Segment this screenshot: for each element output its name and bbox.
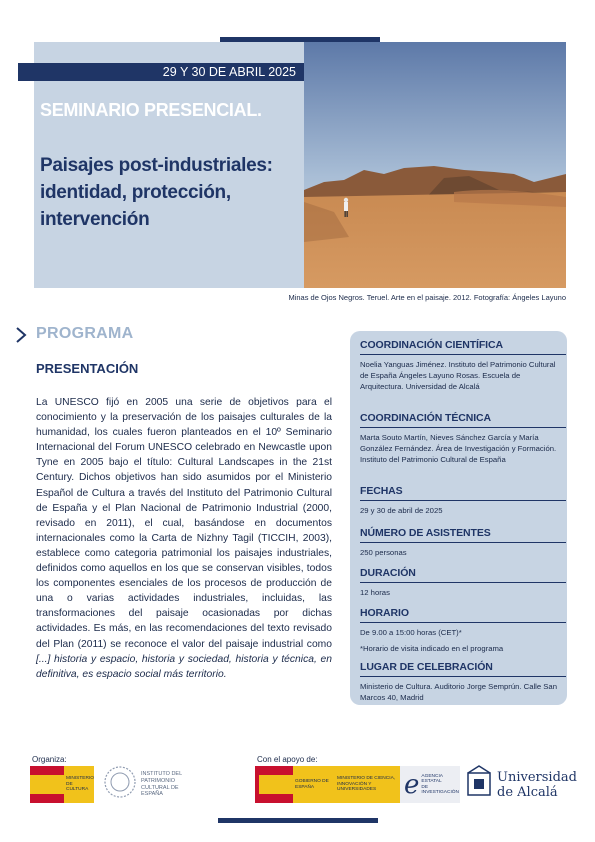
duracion-text: 12 horas <box>360 588 390 597</box>
gobierno-text: GOBIERNO DE ESPAÑA <box>295 779 329 790</box>
uah-line-2: de Alcalá <box>497 784 558 800</box>
coord-tecnica-text: Marta Souto Martín, Nieves Sánchez García y María González Fernández. Área de Investigación y Formación. Instituto del Patrimonio Cultural de España <box>360 433 557 464</box>
aei-logo <box>400 766 460 803</box>
presentation-body <box>36 395 332 682</box>
horario-text-1: De 9.00 a 15:00 horas (CET)* <box>360 628 462 637</box>
seminar-label: SEMINARIO PRESENCIAL. <box>40 100 262 120</box>
uah-name <box>493 770 577 800</box>
lugar-section <box>360 661 560 703</box>
lugar-title: LUGAR DE CELEBRACIÓN <box>360 661 493 673</box>
organiza-label: Organiza: <box>32 755 67 764</box>
photo-caption: Minas de Ojos Negros. Teruel. Arte en el paisaje. 2012. Fotografía: Ángeles Layuno <box>288 293 566 302</box>
horario-title: HORARIO <box>360 607 409 619</box>
gobierno-logo <box>255 766 400 803</box>
asistentes-text: 250 personas <box>360 548 407 557</box>
ipce-logo <box>103 766 203 803</box>
info-sidebar <box>350 331 567 705</box>
spain-crest-icon <box>259 766 293 803</box>
aei-text: AGENCIA ESTATAL DE INVESTIGACIÓN <box>421 773 459 795</box>
divider <box>360 500 566 501</box>
coord-tecnica-section <box>360 412 560 465</box>
duracion-section <box>360 567 560 598</box>
date-banner: 29 Y 30 DE ABRIL 2025 <box>18 63 304 81</box>
presentacion-heading: PRESENTACIÓN <box>36 361 139 376</box>
aei-icon: e <box>404 769 420 800</box>
ministerio-cultura-logo <box>30 766 94 803</box>
title-line-2: identidad, protección, <box>40 182 231 203</box>
divider <box>360 354 566 355</box>
horario-section <box>360 607 560 654</box>
main-title <box>40 152 302 233</box>
title-line-1: Paisajes post-industriales: <box>40 155 273 176</box>
lugar-text: Ministerio de Cultura. Auditorio Jorge Semprún. Calle San Marcos 40, Madrid <box>360 682 557 702</box>
asistentes-title: NÚMERO DE ASISTENTES <box>360 527 491 539</box>
bottom-accent-bar <box>218 818 378 823</box>
fechas-title: FECHAS <box>360 485 403 497</box>
asistentes-section <box>360 527 560 558</box>
duracion-title: DURACIÓN <box>360 567 416 579</box>
coord-cientifica-title: COORDINACIÓN CIENTÍFICA <box>360 339 503 351</box>
divider <box>360 582 566 583</box>
ministerio-cultura-text: MINISTERIO DE CULTURA <box>66 776 94 793</box>
divider <box>360 542 566 543</box>
divider <box>360 427 566 428</box>
spain-crest-icon <box>30 766 64 803</box>
programa-heading: PROGRAMA <box>36 325 134 342</box>
fechas-section <box>360 485 560 516</box>
ipce-emblem-icon <box>103 765 137 804</box>
apoyo-label: Con el apoyo de: <box>257 755 318 764</box>
divider <box>360 622 566 623</box>
chevron-right-icon <box>14 326 28 349</box>
coord-cientifica-section <box>360 339 560 392</box>
body-italic: [...] historia y espacio, historia y sociedad, historia y técnica, en definitiva, es espacio social más territorio. <box>36 653 332 680</box>
uah-crest-icon <box>465 765 493 804</box>
title-line-3: intervención <box>40 209 150 230</box>
hero-photo <box>304 42 566 288</box>
coord-cientifica-text: Noelia Yanguas Jiménez. Instituto del Patrimonio Cultural de España Ángeles Layuno Rosas. Escuela de Arquitectura. Universidad de Alcalá <box>360 360 556 391</box>
divider <box>360 676 566 677</box>
min-ciencia-text: MINISTERIO DE CIENCIA, INNOVACIÓN Y UNIVERSIDADES <box>337 776 396 793</box>
horario-text-2: *Horario de visita indicado en el programa <box>360 644 504 653</box>
coord-tecnica-title: COORDINACIÓN TÉCNICA <box>360 412 491 424</box>
fechas-text: 29 y 30 de abril de 2025 <box>360 506 443 515</box>
body-text: La UNESCO fijó en 2005 una serie de objetivos para el conocimiento y la preservación de los paisajes culturales de la humanidad, los cuales fueron planteados en el 10º Seminario Internacional del Forum UNESCO celebrado en Newcastle upon Tyne en 2005 bajo el título: Cultural Landscapes in the 21st Century. Dichos objetivos han sido asumidos por el Ministerio Español de Cultura a través del Instituto del Patrimonio Cultural de España y el Plan Nacional de Patrimonio Industrial (2000, revisado en 2011), el cual, basándose en documentos internacionales como la Carta de Nizhny Tagil (TICCIH, 2003), establece como categoria patrimonial los paisajes industriales, definidos como aquellos en los que se conservan visibles, todos los componentes esenciales de los procesos de producción de una o varias actividades industriales, incluidas, las transformaciones del paisaje ocasionadas por dichas actividades. Es más, en las recomendaciones del texto revisado del Plan (2011) se reconoce el valor del paisaje industrial como <box>36 397 332 650</box>
ipce-text: INSTITUTO DEL PATRIMONIO CULTURAL DE ESPAÑA <box>141 770 182 798</box>
uah-logo <box>465 766 577 803</box>
uah-line-1: Universidad <box>497 769 577 785</box>
